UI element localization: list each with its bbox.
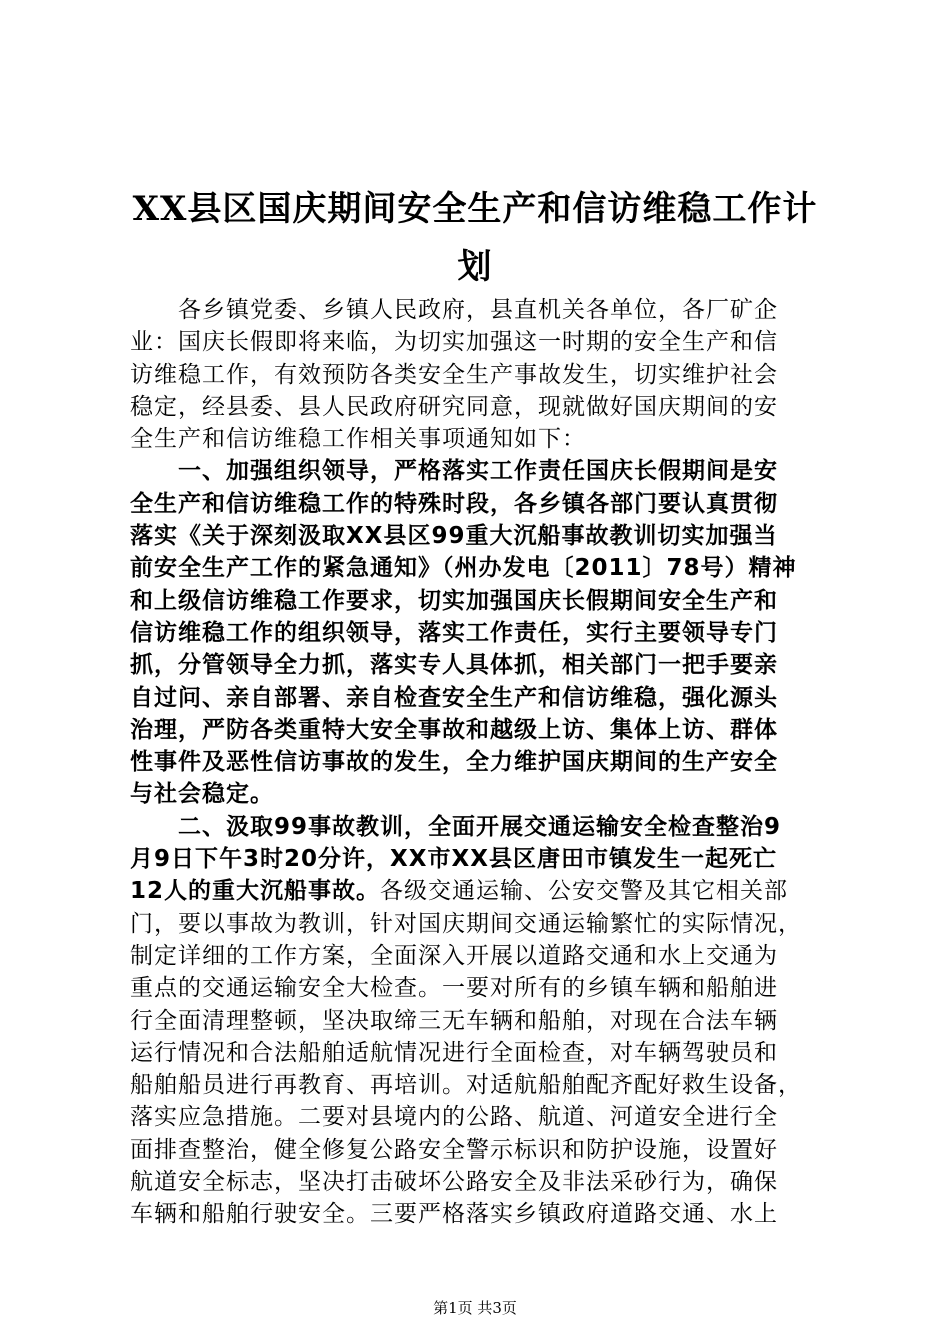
body-line: 行全面清理整顿，坚决取缔三无车辆和船舶，对现在合法车辆: [130, 1007, 778, 1034]
body-line: 运行情况和合法船舶适航情况进行全面检查，对车辆驾驶员和: [130, 1039, 778, 1066]
section-heading-line: 自过问、亲自部署、亲自检查安全生产和信访维稳，强化源头: [130, 684, 778, 711]
section-heading-line: 落实《关于深刻汲取XX县区99重大沉船事故教训切实加强当: [130, 523, 778, 550]
body-line: 落实应急措施。二要对县境内的公路、航道、河道安全进行全: [130, 1104, 778, 1131]
body-line: 稳定，经县委、县人民政府研究同意，现就做好国庆期间的安: [130, 393, 778, 420]
document-body: [130, 294, 840, 1231]
section-heading-line: 前安全生产工作的紧急通知》（州办发电〔2011〕78号）精神: [130, 555, 797, 582]
section-heading-line: 治理，严防各类重特大安全事故和越级上访、集体上访、群体: [130, 716, 778, 743]
section-heading-line: 月9日下午3时20分许，XX市XX县区唐田市镇发生一起死亡: [130, 846, 777, 873]
body-line: 访维稳工作，有效预防各类安全生产事故发生，切实维护社会: [130, 361, 778, 388]
body-line: 业：国庆长假即将来临，为切实加强这一时期的安全生产和信: [130, 329, 778, 356]
section-heading-text: 12人的重大沉船事故。: [130, 878, 381, 905]
page-footer: 第1页 共3页: [433, 1299, 517, 1317]
mixed-line: [130, 875, 840, 907]
body-line: 全生产和信访维稳工作相关事项通知如下：: [130, 426, 586, 453]
body-line: 航道安全标志，坚决打击破坏公路安全及非法采砂行为，确保: [130, 1169, 778, 1196]
section-heading-line: 与社会稳定。: [130, 781, 274, 808]
title-line-2: 划: [457, 247, 493, 287]
section-heading-line: 性事件及恶性信访事故的发生，全力维护国庆期间的生产安全: [130, 749, 778, 776]
document-title: [100, 180, 850, 296]
body-line: 各乡镇党委、乡镇人民政府，县直机关各单位，各厂矿企: [130, 297, 778, 323]
section-heading-line: 一、加强组织领导，严格落实工作责任国庆长假期间是安: [130, 458, 778, 485]
title-line-1: XX县区国庆期间安全生产和信访维稳工作计: [132, 189, 818, 229]
section-heading-line: 和上级信访维稳工作要求，切实加强国庆长假期间安全生产和: [130, 587, 778, 614]
body-line: 制定详细的工作方案，全面深入开展以道路交通和水上交通为: [130, 942, 778, 969]
section-heading-line: 二、汲取99事故教训，全面开展交通运输安全检查整治9: [130, 813, 782, 840]
section-heading-line: 抓，分管领导全力抓，落实专人具体抓，相关部门一把手要亲: [130, 652, 778, 679]
section-heading-line: 信访维稳工作的组织领导，落实工作责任，实行主要领导专门: [130, 619, 778, 646]
body-line: 车辆和船舶行驶安全。三要严格落实乡镇政府道路交通、水上: [130, 1201, 778, 1228]
body-line: 船舶船员进行再教育、再培训。对适航船舶配齐配好救生设备，: [130, 1072, 802, 1099]
section-heading-line: 全生产和信访维稳工作的特殊时段，各乡镇各部门要认真贯彻: [130, 490, 778, 517]
body-line: 重点的交通运输安全大检查。一要对所有的乡镇车辆和船舶进: [130, 975, 778, 1002]
body-line: 门，要以事故为教训，针对国庆期间交通运输繁忙的实际情况，: [130, 910, 802, 937]
body-line: 面排查整治，健全修复公路安全警示标识和防护设施，设置好: [130, 1136, 778, 1163]
body-text: 各级交通运输、公安交警及其它相关部: [380, 878, 789, 905]
